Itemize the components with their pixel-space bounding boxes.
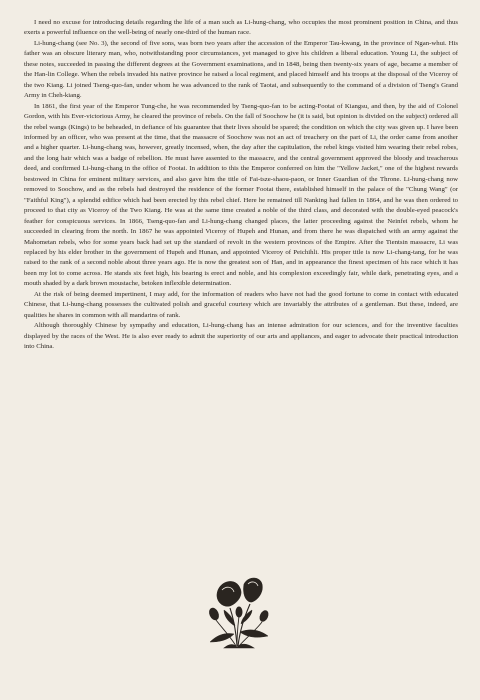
body-text	[24, 18, 458, 353]
paragraph-career: In 1861, the first year of the Emperor Tung-che, he was recommended by Tseng-quo-fan to be acting-Footai of Kiangsu, and then, by the aid of Colonel Gordon, with his Ever-victorious Army, he cleared the province of rebels. On the fall of Soochow he (it is said, but opinion is divided on the subject) ordered all the rebel wangs (Kings) to be beheaded, in defiance of his guarantee that their lives should be spared; the condition on which the city was given up. I have been informed by an officer, who was present at the time, that the massacre of Soochow was not an act of treachery on the part of Li, the order came from another and a higher quarter. Li-hung-chang was, however, greatly incensed, when, the day after the capitulation, the rebel kings visited him wearing their rebel robes, and the long hair which was a badge of rebellion. He must have assented to the massacre, and the central government approved the bloody and treacherous deed, and confirmed Li-hung-chang in the office of Footai. In addition to this the Emperor conferred on him the "Yellow Jacket," one of the highest rewards bestowed in China for eminent military services, and also gave him the title of Fai-tsze-shaou-paon, or Inner Guardian of the Throne. Li-hung-chang now removed to Soochow, and as the rebels had destroyed the residence of the former Footai there, established himself in the palace of the "Chung Wang" (or "Faithful King"), a splendid edifice which had been erected by this rebel chief. Here he remained till Nanking had fallen in 1864, and he was then ordered to proceed to that city as Viceroy of the Two Kiang. He was at the same time created a noble of the third class, and decorated with the double-eyed peacock's feather for conspicuous services. In 1866, Tseng-quo-fan and Li-hung-chang changed places, the latter proceeding against the Neinfei rebels, whom he succeeded in clearing from the north. In 1867 he was appointed Viceroy of Hupeh and Hunan, and from there he was dispatched with an army against the Mahometan rebels, who for some years back had set up the standard of revolt in the western provinces of the Empire. After the Tientsin massacre, Li was replaced by his elder brother in the government of Hupeh and Hunan, and appointed Viceroy of Peichihli. His proper title is now Li-chang-tang, for he was raised to the rank of a second noble about three years ago. He is now the greatest son of Han, and in appearance the finest specimen of his race which it has been my lot to come across. He stands six feet high, his bearing is erect and noble, and his complexion exceedingly fair, while dark, penetrating eyes, and a mouth shaded by a dark brown moustache, betoken inflexible determination.	[24, 102, 458, 288]
paragraph-admiration: Although thoroughly Chinese by sympathy and education, Li-hung-chang has an intense admiration for our sciences, and for the inventive faculties displayed by the races of the West. He is also ever ready to admit the superiority of our arts and appliances, and eager to advocate their practical introduction into China.	[24, 322, 458, 351]
paragraph-intro: I need no excuse for introducing details regarding the life of a man such as Li-hung-chang, who occupies the most prominent position in China, and thus exerts a powerful influence on the well-being of nearly one-third of the human race.	[24, 19, 458, 37]
paragraph-early-life: Li-hung-chang (see No. 3), the second of five sons, was born two years after the accession of the Emperor Tau-kwang, in the province of Ngan-whui. His father was an obscure literary man, who, notwithstanding poor circumstances, yet managed to give his children a liberal education. Young Li, the subject of these notes, succeeded in passing the different degrees at the Government examinations, and in 1848, being then twenty-six years of age, became a member of the Han-lin College. When the rebels invaded his native province he raised a local regiment, and placed himself and his troops at the disposal of the Viceroy of the two Kiang. Li joined Tseng-quo-fan, under whom he was advanced to the rank of Taotai, and subsequently to the command of a division of Tseng's Grand Army in Cheh-kiang.	[24, 39, 458, 100]
poppy-flower-vignette-icon	[200, 570, 278, 650]
paragraph-character: At the risk of being deemed impertinent, I may add, for the information of readers who have not had the good fortune to come in contact with educated Chinese, that Li-hung-chang possesses the cultivated polish and graceful courtesy which are invariably the attributes of a gentleman. But these, indeed, are qualities he shares in common with all mandarins of rank.	[24, 290, 458, 319]
